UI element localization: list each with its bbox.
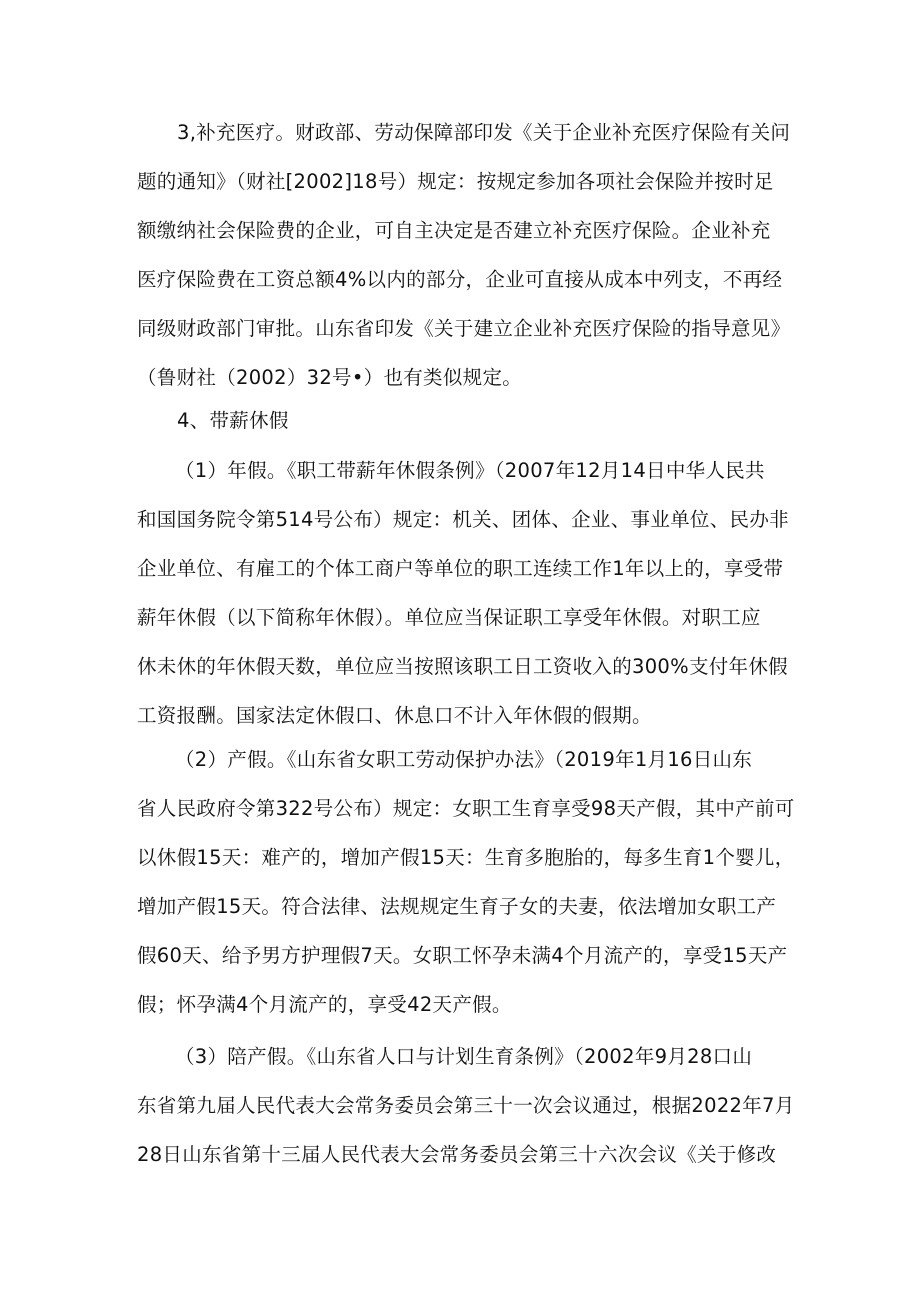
text-line: （2）产假。《山东省女职工劳动保护办法》（2019年1月16日山东 [175, 748, 753, 771]
text-line: 额缴纳社会保险费的企业，可自主决定是否建立补充医疗保险。企业补充 [137, 219, 771, 242]
text-line: 医疗保险费在工资总额4%以内的部分，企业可直接从成本中列支，不再经 [137, 268, 783, 291]
text-line: （鲁财社（2002）32号•）也有类似规定。 [137, 366, 523, 389]
text-line: 企业单位、有雇工的个体工商户等单位的职工连续工作1年以上的，享受带 [137, 557, 784, 580]
text-line: 以休假15天：难产的，增加产假15天：生育多胞胎的，每多生育1个婴儿， [137, 846, 795, 869]
text-line: 3,补充医疗。财政部、劳动保障部印发《关于企业补充医疗保险有关问 [177, 121, 791, 144]
section-heading: 4、带薪休假 [177, 409, 289, 432]
text-line: 题的通知》（财社[2002]18号）规定：按规定参加各项社会保险并按时足 [137, 170, 774, 193]
text-line: 假60天、给予男方护理假7天。女职工怀孕未满4个月流产的，享受15天产 [137, 944, 788, 967]
text-line: 薪年休假（以下简称年休假）。单位应当保证职工享受年休假。对职工应 [137, 606, 761, 629]
text-line: （1）年假。《职工带薪年休假条例》（2007年12月14日中华人民共 [175, 459, 765, 482]
text-line: 同级财政部门审批。山东省印发《关于建立企业补充医疗保险的指导意见》 [137, 317, 791, 340]
text-line: 28日山东省第十三届人民代表大会常务委员会第三十六次会议《关于修改 [137, 1143, 777, 1166]
text-line: （3）陪产假。《山东省人口与计划生育条例》（2002年9月28口山 [175, 1045, 753, 1068]
text-line: 省人民政府令第322号公布）规定：女职工生育享受98天产假，其中产前可 [137, 797, 795, 820]
text-line: 假；怀孕满4个月流产的，享受42天产假。 [137, 993, 512, 1016]
text-line: 休未休的年休假天数，单位应当按照该职工日工资收入的300%支付年休假 [137, 655, 788, 678]
text-line: 增加产假15天。符合法律、法规规定生育子女的夫妻，依法增加女职工产 [137, 895, 777, 918]
text-line: 工资报酬。国家法定休假口、休息口不计入年休假的假期。 [137, 704, 652, 727]
text-line: 和国国务院令第514号公布）规定：机关、团体、企业、事业单位、民办非 [137, 508, 789, 531]
text-line: 东省第九届人民代表大会常务委员会第三十一次会议通过，根据2022年7月 [137, 1094, 795, 1117]
